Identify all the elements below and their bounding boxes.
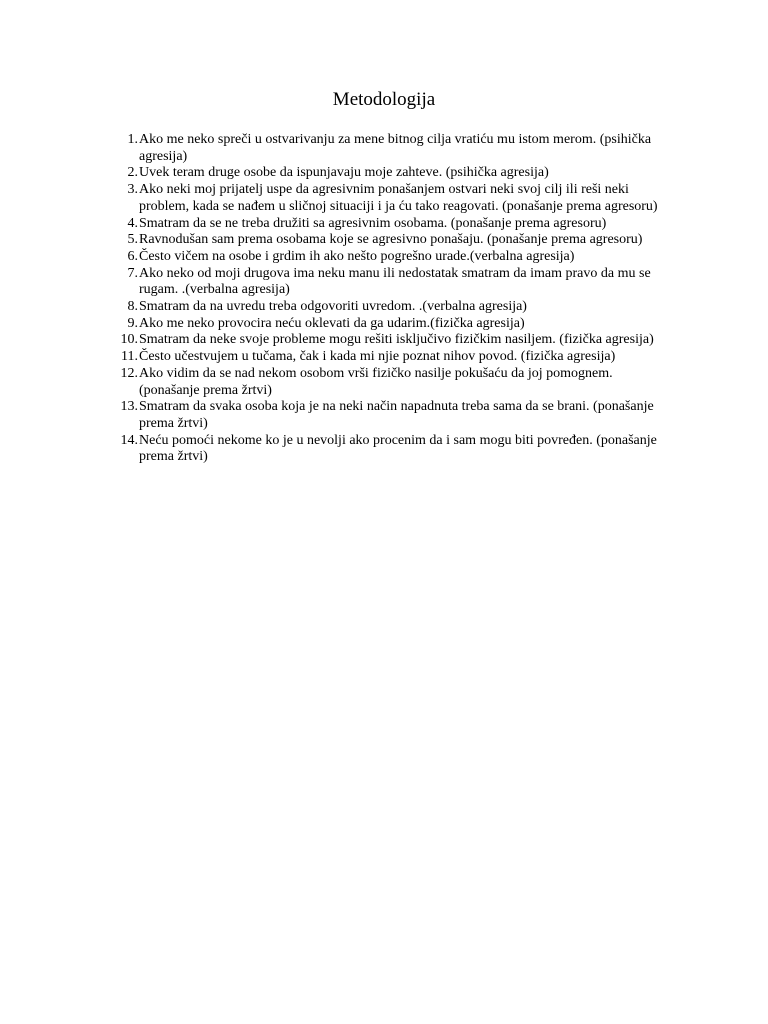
questionnaire-list (110, 132, 658, 466)
list-item (110, 349, 658, 366)
page-title: Metodologija (332, 89, 436, 110)
item-number: 8. (127, 299, 138, 315)
item-number: 5. (127, 232, 138, 248)
item-text: Ako vidim da se nad nekom osobom vrši fizičko nasilje pokušaću da joj pomognem.(ponašanje prema žrtvi) (139, 365, 613, 398)
item-text: Neću pomoći nekome ko je u nevolji ako procenim da i sam mogu biti povređen. (ponašanje prema žrtvi) (139, 432, 657, 465)
item-text: Ako neko od moji drugova ima neku manu ili nedostatak smatram da imam pravo da mu se rugam. .(verbalna agresija) (139, 265, 651, 298)
list-item (110, 366, 658, 399)
item-text: Smatram da se ne treba družiti sa agresivnim osobama. (ponašanje prema agresoru) (139, 215, 607, 231)
list-item (110, 433, 658, 466)
item-text: Uvek teram druge osobe da ispunjavaju moje zahteve. (psihička agresija) (139, 165, 549, 181)
item-text: Često vičem na osobe i grdim ih ako nešto pogrešno urade.(verbalna agresija) (139, 248, 575, 264)
item-text: Ravnodušan sam prema osobama koje se agresivno ponašaju. (ponašanje prema agresoru) (139, 232, 643, 248)
item-number: 13. (120, 399, 138, 415)
list-item (110, 332, 658, 349)
item-text: Ako me neko spreči u ostvarivanju za mene bitnog cilja vratiću mu istom merom. (psihička agresija) (139, 132, 652, 164)
list-item (110, 399, 658, 432)
item-number: 1. (127, 132, 138, 147)
list-item (110, 249, 658, 266)
list-item (110, 165, 658, 182)
item-text: Često učestvujem u tučama, čak i kada mi njie poznat nihov povod. (fizička agresija) (139, 349, 616, 365)
item-text: Smatram da svaka osoba koja je na neki način napadnuta treba sama da se brani. (ponašanje prema žrtvi) (139, 399, 654, 431)
list-item (110, 216, 658, 233)
item-text: Smatram da neke svoje probleme mogu rešiti isključivo fizičkim nasiljem. (fizička agresija) (139, 332, 654, 348)
item-number: 11. (121, 349, 138, 365)
item-number: 14. (120, 432, 138, 448)
item-number: 10. (120, 332, 138, 348)
list-item (110, 232, 658, 249)
list-item (110, 182, 658, 215)
item-number: 9. (127, 315, 138, 331)
item-number: 2. (127, 165, 138, 181)
list-item (110, 316, 658, 333)
item-text: Ako neki moj prijatelj uspe da agresivnim ponašanjem ostvari neki svoj cilj ili reši neki problem, kada se nađem u sličnoj situaciji i ja ću tako reagovati. (ponašanje prema agresoru) (139, 182, 658, 214)
item-number: 4. (127, 215, 138, 231)
item-number: 6. (127, 248, 138, 264)
item-number: 3. (127, 182, 138, 198)
item-number: 12. (120, 365, 138, 381)
list-item (110, 299, 658, 316)
list-item (110, 266, 658, 299)
list-item (110, 132, 658, 165)
item-text: Ako me neko provocira neću oklevati da ga udarim.(fizička agresija) (139, 315, 525, 331)
item-number: 7. (127, 265, 138, 281)
item-text: Smatram da na uvredu treba odgovoriti uvredom. .(verbalna agresija) (139, 299, 527, 315)
